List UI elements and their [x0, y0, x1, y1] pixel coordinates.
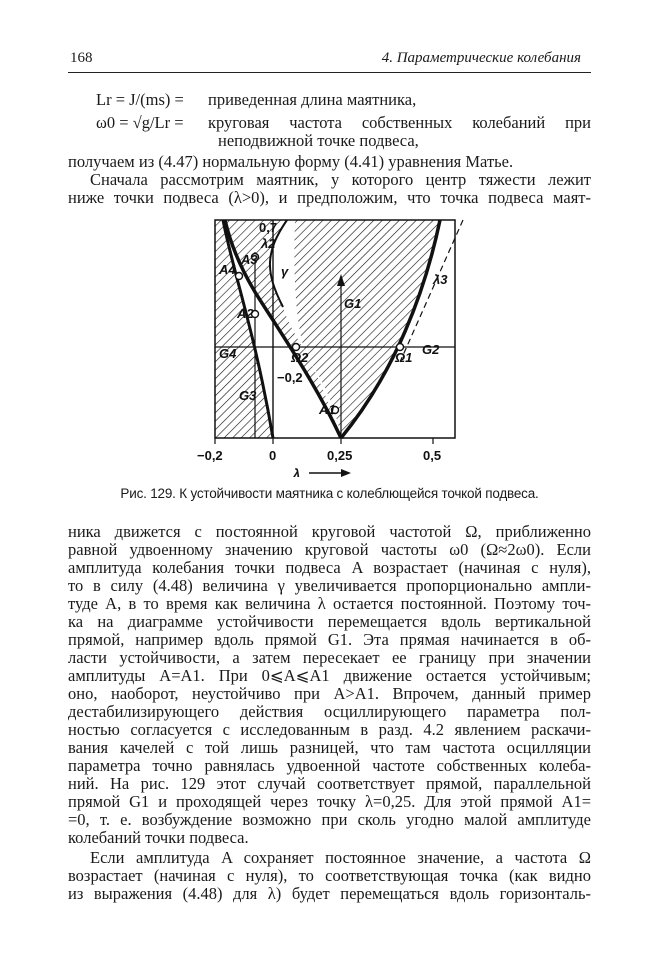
y-tick-bottom: −0,2 — [277, 370, 303, 385]
definition-text: неподвижной точке подвеса, — [218, 131, 419, 150]
paragraph-line: вания качелей с той лишь разницей, что там частота осцилляции — [68, 738, 591, 757]
label-Omega2: Ω2 — [291, 350, 309, 365]
paragraph-line: ласти устойчивости, а затем пересекает ее границу при значении — [68, 648, 591, 667]
x-axis-label: λ — [293, 466, 301, 477]
label-G1: G1 — [344, 296, 362, 311]
stability-diagram-svg — [195, 212, 475, 477]
paragraph-line: ка на диаграмме устойчивости перемещается вдоль вертикальной — [68, 612, 591, 631]
label-lambda2: λ2 — [261, 236, 276, 251]
definition-symbol: ω0 = √g/Lr = — [96, 113, 184, 132]
label-G2: G2 — [422, 342, 440, 357]
paragraph-line: =0, т. е. возбуждение возможно при сколь угодно малой амплитуде — [68, 810, 591, 829]
definition-symbol: Lr = J/(ms) = — [96, 90, 184, 109]
label-G3: G3 — [239, 388, 257, 403]
paragraph-line: ний. На рис. 129 этот случай соответствует прямой, параллельной — [68, 774, 591, 793]
paragraph-line: Сначала рассмотрим маятник, у которого центр тяжести лежит — [90, 170, 591, 189]
running-title: 4. Параметрические колебания — [381, 50, 581, 66]
paragraph-line: дестабилизирующего действия осциллирующего параметра пол- — [68, 702, 591, 721]
definition-text: круговая частота собственных колебаний при — [208, 113, 591, 132]
point-A4 — [236, 273, 243, 280]
label-lambda3: λ3 — [433, 272, 448, 287]
paragraph-line: из выражения (4.48) для λ) будет перемещаться вдоль горизонталь- — [68, 884, 591, 903]
paragraph-line: туде A, в то время как величина λ остается постоянной. Поэтому точ- — [68, 594, 591, 613]
x-tick-label: −0,2 — [197, 448, 223, 463]
paragraph-line: оно, наоборот, неустойчиво при A>A1. Впрочем, данный пример — [68, 684, 591, 703]
y-tick-top: 0,7 — [259, 220, 278, 235]
running-header — [68, 50, 591, 73]
paragraph-line: получаем из (4.47) нормальную форму (4.41) уравнения Матье. — [68, 152, 514, 171]
label-A1: A1 — [319, 402, 336, 417]
figure-caption: Рис. 129. К устойчивости маятника с колеблющейся точкой подвеса. — [120, 486, 539, 501]
paragraph-line: равной удвоенному значению круговой частоты ω0 (Ω≈2ω0). Если — [68, 540, 591, 559]
paragraph-line: ниже точки подвеса (λ>0), и предположим, что точка подвеса маят- — [68, 188, 591, 207]
label-A3: A3 — [241, 252, 258, 267]
label-A4: A4 — [219, 262, 236, 277]
label-gamma: γ — [281, 264, 289, 279]
label-G4: G4 — [219, 346, 237, 361]
page-number: 168 — [70, 50, 93, 66]
x-tick-label: 0,5 — [423, 448, 442, 463]
label-A2: A2 — [237, 306, 254, 321]
stability-diagram — [195, 212, 475, 477]
paragraph-line: Если амплитуда A сохраняет постоянное значение, а частота Ω — [90, 848, 591, 867]
paragraph-line: возрастает (начиная с нуля), то соответствующая точка (как видно — [68, 866, 591, 885]
paragraph-line: амплитуда колебания точки подвеса A возрастает (начиная с нуля), — [68, 558, 591, 577]
paragraph-line: прямой, например вдоль прямой G1. Эта прямая начинается в об- — [68, 630, 591, 649]
paragraph-line: ностью согласуется с исследованным в разд. 4.2 явлением раскачи- — [68, 720, 591, 739]
label-Omega1: Ω1 — [395, 350, 413, 365]
paragraph-line: колебаний точки подвеса. — [68, 828, 249, 847]
definition-text: приведенная длина маятника, — [208, 90, 417, 109]
paragraph-line: амплитуды A=A1. При 0⩽A⩽A1 движение остается устойчивым; — [68, 666, 591, 685]
x-tick-label: 0,25 — [327, 448, 353, 463]
paragraph-line: параметра точно равнялась удвоенной частоте собственных колеба- — [68, 756, 591, 775]
paragraph-line: прямой G1 и проходящей через точку λ=0,25. Для этой прямой A1= — [68, 792, 591, 811]
paragraph-line: то в силу (4.48) величина γ увеличивается пропорционально ампли- — [68, 576, 591, 595]
x-tick-label: 0 — [269, 448, 277, 463]
paragraph-line: ника движется с постоянной круговой частотой Ω, приближенно — [68, 522, 591, 541]
